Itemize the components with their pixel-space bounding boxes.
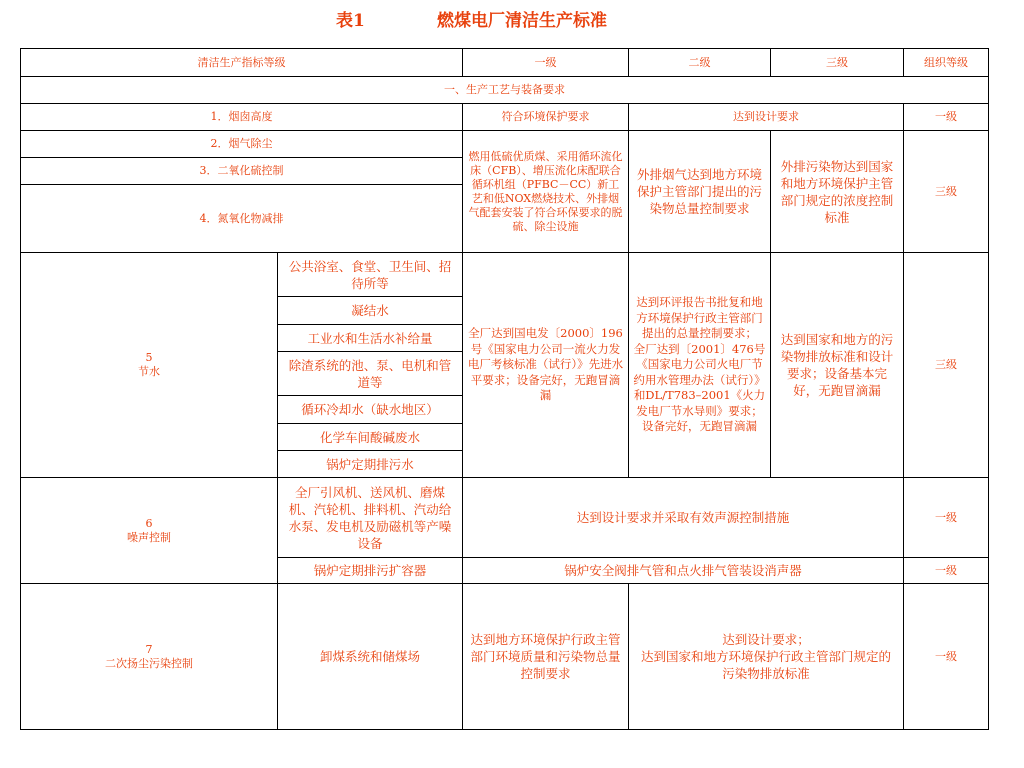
water-category (21, 253, 278, 478)
header-level2: 二级 (629, 49, 771, 77)
header-row (21, 49, 989, 77)
table-row (21, 104, 989, 131)
dust2-number: 7 (145, 642, 153, 656)
dust2-item: 卸煤系统和储煤场 (278, 584, 463, 730)
dust2-level1: 达到地方环境保护行政主管部门环境质量和污染物总量控制要求 (463, 584, 629, 730)
dust-name: 2．烟气除尘 (21, 131, 463, 158)
dust2-level23: 达到设计要求； 达到国家和地方环境保护行政主管部门规定的污染物排放标准 (629, 584, 904, 730)
noise-org: 一级 (904, 558, 989, 584)
water-level3: 达到国家和地方的污染物排放标准和设计要求；设备基本完好，无跑冒滴漏 (771, 253, 904, 478)
dust2-name: 二次扬尘污染控制 (105, 656, 193, 670)
table-number: 表1 (336, 11, 365, 31)
water-item: 工业水和生活水补给量 (278, 325, 463, 352)
chimney-name: 1．烟囱高度 (21, 104, 463, 131)
section-row (21, 77, 989, 104)
so2-name: 3．二氧化硫控制 (21, 158, 463, 185)
water-item: 锅炉定期排污水 (278, 451, 463, 478)
table-row (21, 253, 989, 297)
table-row (21, 584, 989, 730)
header-level1: 一级 (463, 49, 629, 77)
header-indicator: 清洁生产指标等级 (21, 49, 463, 77)
dust2-org: 一级 (904, 584, 989, 730)
nox-name: 4．氮氧化物减排 (21, 185, 463, 253)
noise-item: 锅炉定期排污扩容器 (278, 558, 463, 584)
noise-category (21, 478, 278, 584)
clean-production-standard-table (20, 48, 989, 730)
emission-level2: 外排烟气达到地方环境保护主管部门提出的污染物总量控制要求 (629, 131, 771, 253)
water-item: 凝结水 (278, 297, 463, 325)
noise-requirement: 锅炉安全阀排气管和点火排气管装设消声器 (463, 558, 904, 584)
emission-level1: 燃用低硫优质煤、采用循环流化床（CFB）、增压流化床配联合循环机组（PFBC－CC）新工艺和低NOX燃烧技术、外排烟气配套安装了符合环保要求的脱硫、除尘设施 (463, 131, 629, 253)
water-number: 5 (145, 351, 153, 364)
noise-org: 一级 (904, 478, 989, 558)
chimney-level23: 达到设计要求 (629, 104, 904, 131)
chimney-org: 一级 (904, 104, 989, 131)
noise-requirement: 达到设计要求并采取有效声源控制措施 (463, 478, 904, 558)
dust2-category (21, 584, 278, 730)
emission-org: 三级 (904, 131, 989, 253)
water-name: 节水 (138, 365, 160, 378)
water-item: 循环冷却水（缺水地区） (278, 396, 463, 424)
table-row (21, 131, 989, 158)
page-title (0, 6, 1024, 32)
noise-name: 噪声控制 (127, 530, 171, 544)
water-level1: 全厂达到国电发〔2000〕196号《国家电力公司一流火力发电厂考核标准（试行）》先进水平要求；设备完好，无跑冒滴漏 (463, 253, 629, 478)
noise-item: 全厂引风机、送风机、磨煤机、汽轮机、排料机、汽动给水泵、发电机及励磁机等产噪设备 (278, 478, 463, 558)
water-item: 公共浴室、食堂、卫生间、招待所等 (278, 253, 463, 297)
header-level3: 三级 (771, 49, 904, 77)
water-item: 除渣系统的池、泵、电机和管道等 (278, 352, 463, 396)
section1-title: 一、生产工艺与装备要求 (21, 77, 989, 104)
noise-number: 6 (145, 516, 153, 530)
water-level2: 达到环评报告书批复和地方环境保护行政主管部门提出的总量控制要求； 全厂达到〔2001〕476号《国家电力公司火电厂节约用水管理办法（试行）》和DL/T783–2001《火力发电厂节水导则》要求；设备完好，无跑冒滴漏 (629, 253, 771, 478)
emission-level3: 外排污染物达到国家和地方环境保护主管部门规定的浓度控制标准 (771, 131, 904, 253)
table-row (21, 478, 989, 558)
table-title: 燃煤电厂清洁生产标准 (437, 11, 607, 31)
header-org-level: 组织等级 (904, 49, 989, 77)
chimney-level1: 符合环境保护要求 (463, 104, 629, 131)
water-org: 三级 (904, 253, 989, 478)
water-item: 化学车间酸碱废水 (278, 424, 463, 451)
